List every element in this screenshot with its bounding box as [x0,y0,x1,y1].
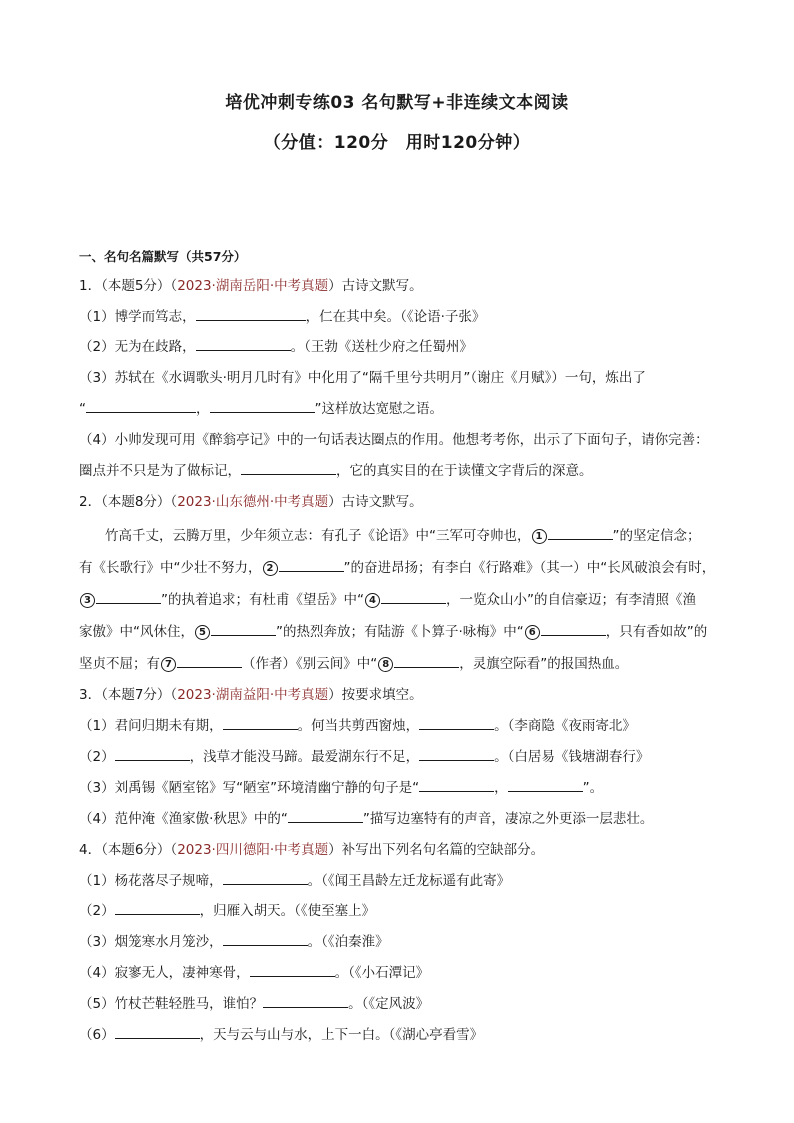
question-2-para-line-1: 竹高千丈，云腾万里，少年须立志：有孔子《论语》中“三军可夺帅也， 1 ”的坚定信念； [105,524,745,544]
question-4-item-2: （2） ，归雁入胡天。（《使至塞上》 [79,899,719,919]
question-3-header: 3．（本题7分）（2023·湖南益阳·中考真题）按要求填空。 [79,687,423,703]
circled-number-3: 3 [80,593,95,608]
question-1-item-4: （4）小帅发现可用《醉翁亭记》中的一句话表达圈点的作用。他想考考你，出示了下面句子，请你完善： [79,432,709,448]
question-4-item-6: （6） ，天与云与山与水，上下一白。（《湖心亭看雪》 [79,1023,719,1043]
answer-blank[interactable] [394,653,459,668]
question-source: 2023·四川德阳·中考真题 [177,842,329,858]
page-subtitle: （分值：120分 用时120分钟） [263,133,531,153]
question-4-item-1: （1）杨花落尽子规啼， 。（《闻王昌龄左迁龙标遥有此寄》 [79,869,719,889]
question-1-header: 1．（本题5分）（2023·湖南岳阳·中考真题）古诗文默写。 [79,278,423,294]
answer-blank[interactable] [548,525,613,540]
page-title: 培优冲刺专练03 名句默写+非连续文本阅读 [225,93,569,113]
circled-number-1: 1 [532,529,547,544]
circled-number-7: 7 [161,657,176,672]
answer-blank[interactable] [541,621,606,636]
answer-blank[interactable] [177,653,242,668]
answer-blank[interactable] [115,900,200,915]
question-4-header: 4．（本题6分）（2023·四川德阳·中考真题）补写出下列名句名篇的空缺部分。 [79,842,545,858]
answer-blank[interactable] [223,715,298,730]
answer-blank[interactable] [263,993,348,1008]
answer-blank[interactable] [508,777,583,792]
section-heading: 一、名句名篇默写（共57分） [79,249,247,264]
answer-blank[interactable] [196,306,306,321]
question-1-item-3: （3）苏轼在《水调歌头·明月几时有》中化用了“隔千里兮共明月”（谢庄《月赋》）一句，炼出了 [79,370,646,386]
question-2-header: 2．（本题8分）（2023·山东德州·中考真题）古诗文默写。 [79,494,423,510]
answer-blank[interactable] [250,962,335,977]
question-3-item-3: （3）刘禹锡《陋室铭》写“陋室”环境清幽宁静的句子是“ ， ”。 [79,776,719,796]
answer-blank[interactable] [381,589,446,604]
answer-blank[interactable] [241,460,336,475]
answer-blank[interactable] [196,336,291,351]
question-source: 2023·湖南岳阳·中考真题 [177,278,329,294]
circled-number-6: 6 [525,625,540,640]
question-2-para-line-3: 3 ”的执着追求；有杜甫《望岳》中“ 4 ，一览众山小”的自信豪迈；有李清照《渔 [79,588,719,608]
answer-blank[interactable] [115,746,190,761]
question-3-item-2: （2） ，浅草才能没马蹄。最爱湖东行不足， 。（白居易《钱塘湖春行》 [79,745,719,765]
answer-blank[interactable] [210,398,315,413]
question-4-item-4: （4）寂寥无人，凄神寒骨， 。（《小石潭记》 [79,961,719,981]
answer-blank[interactable] [96,589,161,604]
circled-number-5: 5 [195,625,210,640]
question-1-item-4-cont: 圈点并不只是为了做标记， ，它的真实目的在于读懂文字背后的深意。 [79,459,719,479]
question-1-item-3-cont: “ ， ”这样放达宽慰之语。 [79,397,719,417]
answer-blank[interactable] [419,715,494,730]
question-1-item-2: （2）无为在歧路， 。（王勃《送杜少府之任蜀州》 [79,335,719,355]
answer-blank[interactable] [279,557,344,572]
question-3-item-4: （4）范仲淹《渔家傲·秋思》中的“ ”描写边塞特有的声音，凄凉之外更添一层悲壮。 [79,807,719,827]
answer-blank[interactable] [115,1024,200,1039]
answer-blank[interactable] [211,621,276,636]
circled-number-2: 2 [263,561,278,576]
answer-blank[interactable] [419,746,494,761]
question-2-para-line-2: 有《长歌行》中“少壮不努力， 2 ”的奋进昂扬；有李白《行路难》（其一）中“长风破浪会有时， [79,556,719,576]
circled-number-4: 4 [365,593,380,608]
question-2-para-line-5: 坚贞不屈；有 7 （作者）《别云间》中“ 8 ，灵旗空际看”的报国热血。 [79,652,719,672]
answer-blank[interactable] [419,777,494,792]
circled-number-8: 8 [378,657,393,672]
question-source: 2023·湖南益阳·中考真题 [177,687,329,703]
question-3-item-1: （1）君问归期未有期， 。何当共剪西窗烛， 。（李商隐《夜雨寄北》 [79,714,719,734]
question-4-item-5: （5）竹杖芒鞋轻胜马，谁怕？ 。（《定风波》 [79,992,719,1012]
answer-blank[interactable] [223,931,308,946]
question-2-para-line-4: 家傲》中“风休住， 5 ”的热烈奔放；有陆游《卜算子·咏梅》中“ 6 ，只有香如故”的 [79,620,719,640]
answer-blank[interactable] [86,398,196,413]
question-4-item-3: （3）烟笼寒水月笼沙， 。（《泊秦淮》 [79,930,719,950]
answer-blank[interactable] [223,870,308,885]
answer-blank[interactable] [288,808,363,823]
question-source: 2023·山东德州·中考真题 [177,494,329,510]
question-1-item-1: （1）博学而笃志， ，仁在其中矣。（《论语·子张》 [79,305,719,325]
